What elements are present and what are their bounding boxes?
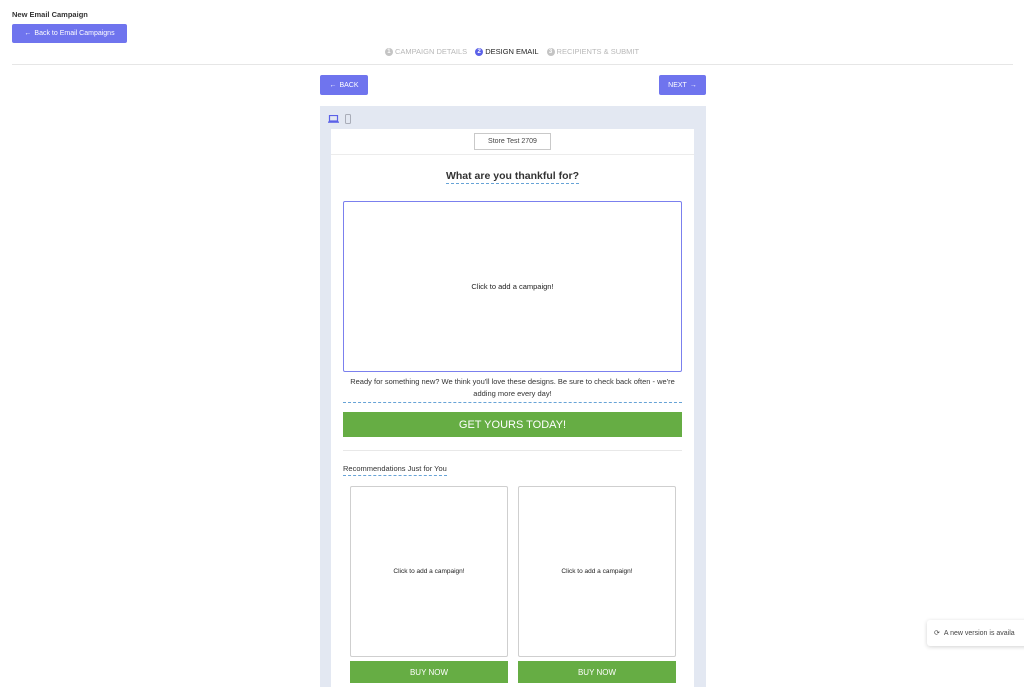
arrow-left-icon: ← — [329, 81, 337, 89]
refresh-icon: ⟳ — [934, 630, 940, 637]
header-divider — [12, 64, 1013, 65]
step-design-email[interactable] — [475, 47, 538, 56]
back-to-campaigns-label: Back to Email Campaigns — [34, 30, 115, 37]
store-name[interactable]: Store Test 2709 — [474, 133, 551, 150]
email-body-text[interactable]: Ready for something new? We think you'll love these designs. Be sure to check back often - we're adding more every day! — [343, 376, 682, 403]
email-editor — [320, 106, 706, 687]
update-toast[interactable] — [927, 620, 1024, 646]
email-headline[interactable] — [331, 170, 694, 182]
hero-placeholder: Click to add a campaign! — [471, 282, 554, 291]
mobile-icon[interactable] — [345, 114, 351, 124]
product-placeholder: Click to add a campaign! — [393, 568, 465, 575]
buy-now-button-2[interactable]: BUY NOW — [518, 661, 676, 683]
step-number: 3 — [547, 48, 555, 56]
step-label: CAMPAIGN DETAILS — [394, 47, 468, 56]
toast-text: A new version is availa — [943, 629, 1015, 637]
hero-campaign-slot[interactable] — [343, 201, 682, 372]
next-label: NEXT — [668, 81, 687, 89]
back-button[interactable] — [320, 75, 368, 95]
next-button[interactable] — [659, 75, 706, 95]
laptop-icon[interactable] — [328, 115, 339, 123]
recommendations-title[interactable]: Recommendations Just for You — [343, 464, 447, 476]
step-label: RECIPIENTS & SUBMIT — [556, 47, 640, 56]
product-placeholder: Click to add a campaign! — [561, 568, 633, 575]
email-canvas — [331, 129, 694, 687]
arrow-left-icon: ← — [24, 30, 32, 37]
page-title: New Email Campaign — [12, 10, 88, 19]
arrow-right-icon: → — [689, 81, 697, 89]
back-label: BACK — [339, 81, 359, 89]
product-slot-1[interactable] — [350, 486, 508, 657]
step-label: DESIGN EMAIL — [485, 47, 539, 56]
stepper — [0, 47, 1024, 56]
header-line — [331, 154, 694, 155]
section-divider — [343, 450, 682, 451]
headline-text: What are you thankful for? — [445, 170, 579, 182]
step-recipients-submit[interactable] — [547, 47, 640, 56]
cta-button[interactable]: GET YOURS TODAY! — [343, 412, 682, 437]
device-toggle — [328, 114, 351, 124]
step-campaign-details[interactable] — [385, 47, 467, 56]
step-number: 1 — [385, 48, 393, 56]
product-slot-2[interactable] — [518, 486, 676, 657]
step-number: 2 — [475, 48, 483, 56]
back-to-campaigns-button[interactable] — [12, 24, 127, 43]
buy-now-button-1[interactable]: BUY NOW — [350, 661, 508, 683]
